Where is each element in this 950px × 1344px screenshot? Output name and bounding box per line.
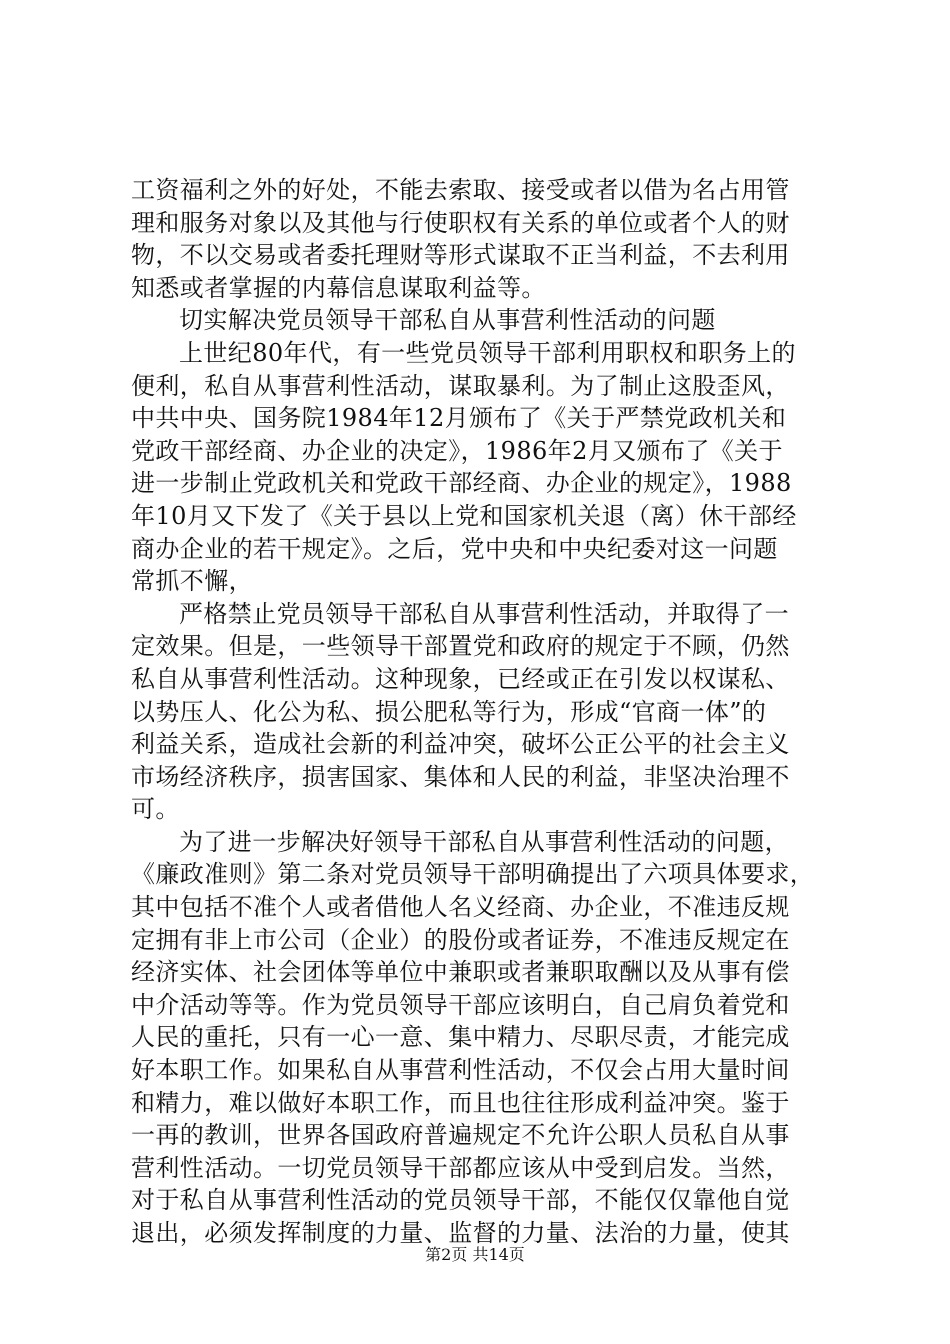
section-heading: 切实解决党员领导干部私自从事营利性活动的问题: [179, 306, 716, 335]
paragraph-prohibition: 严格禁止党员领导干部私自从事营利性活动，并取得了一 定效果。但是，一些领导干部置党和政府的规定于不顾，仍然 私自从事营利性活动。这种现象，已经或正在引发以权谋私、 以势压人、化公为私、损公肥私等行为，形成“官商一体”的 利益关系，造成社会新的利益冲突，破坏公正公平的社会主义 市场经济秩序，损害国家、集体和人民的利益，非坚决治理不 可。: [131, 599, 790, 824]
paragraph-continuation: 工资福利之外的好处，不能去索取、接受或者以借为名占用管 理和服务对象以及其他与行使职权有关系的单位或者个人的财 物，不以交易或者委托理财等形式谋取不正当利益，不去利用 知悉或者掌握的内幕信息谋取利益等。: [131, 176, 790, 302]
paragraph-requirements: 为了进一步解决好领导干部私自从事营利性活动的问题， 《廉政准则》第二条对党员领导干部明确提出了六项具体要求， 其中包括不准个人或者借他人名义经商、办企业，不准违反规 定拥有非上市公司（企业）的股份或者证券，不准违反规定在 经济实体、社会团体等单位中兼职或者兼职取酬以及从事有偿 中介活动等等。作为党员领导干部应该明白，自己肩负着党和 人民的重托，只有一心一意、集中精力、尽职尽责，才能完成 好本职工作。如果私自从事营利性活动，不仅会占用大量时间 和精力，难以做好本职工作，而且也往往形成利益冲突。鉴于 一再的教训，世界各国政府普遍规定不允许公职人员私自从事 营利性活动。一切党员领导干部都应该从中受到启发。当然， 对于私自从事营利性活动的党员领导干部，不能仅仅靠他自觉 退出，必须发挥制度的力量、监督的力量、法治的力量，使其: [131, 827, 815, 1247]
paragraph-history: 上世纪80年代，有一些党员领导干部利用职权和职务上的 便利，私自从事营利性活动，谋取暴利。为了制止这股歪风， 中共中央、国务院1984年12月颁布了《关于严禁党政机关和 党政干部经商、办企业的决定》，1986年2月又颁布了《关于 进一步制止党政机关和党政干部经商、办企业的规定》，1988 年10月又下发了《关于县以上党和国家机关退（离）休干部经 商办企业的若干规定》。之后，党中央和中央纪委对这一问题 常抓不懈，: [131, 338, 797, 596]
page-number-footer: 第2页 共14页: [425, 1245, 525, 1264]
document-body: [131, 174, 821, 1250]
